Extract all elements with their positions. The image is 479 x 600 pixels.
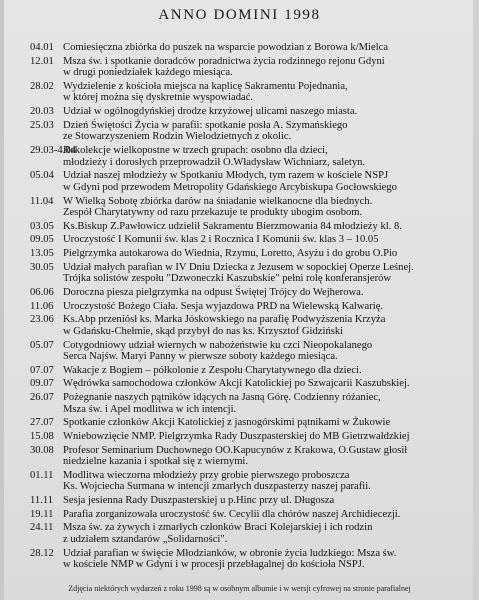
chronicle-entry — [0, 445, 479, 468]
entry-text-line: Profesor Seminarium Duchownego OO.Kapucynów z Krakowa, O.Gustaw głosił — [63, 444, 408, 456]
entry-text-line: Uroczystość Bożego Ciała. Sesja wyjazdowa PRD na Wielewską Kalwarię. — [63, 300, 384, 312]
chronicle-entry — [0, 548, 479, 571]
entry-text-line: Msza św. i Apel modlitwa w ich intencji. — [63, 403, 237, 415]
entry-text-line: Msza św. i spotkanie doradców poradnictwa życia rodzinnego rejonu Gdyni — [63, 55, 385, 67]
entry-text-line: ze Stowarzyszeniem Rodzin Wielodzietnych z okolic. — [63, 131, 292, 143]
entry-text-line: Udział w ogólnogdyńskiej drodze krzyżowej ulicami naszego miasta. — [63, 106, 358, 118]
entry-date: 27.07 — [30, 417, 54, 429]
chronicle-entry — [0, 145, 479, 168]
entry-date: 13.05 — [30, 248, 54, 260]
entry-date: 30.08 — [30, 444, 54, 456]
entry-text-line: w Gdańsku-Chełmie, skąd przybył do nas ks. Krzysztof Gidziński — [63, 325, 344, 337]
entry-text-line: Doroczna piesza pielgrzymka na odpust Świętej Trójcy do Wejherowa. — [63, 287, 364, 298]
entry-date: 03.05 — [30, 220, 54, 232]
entry-date: 09.07 — [30, 378, 54, 390]
entry-text-line: Wakacje z Bogiem – półkolonie z Zespołu Charytatywnego dla dzieci. — [63, 364, 362, 376]
chronicle-entry — [0, 234, 479, 246]
entry-date: 23.06 — [30, 314, 54, 326]
entry-text-line: Wędrówka samochodowa członków Akcji Katolickiej po Szwajcarii Kaszubskiej. — [63, 378, 410, 390]
page-title: ANNO DOMINI 1998 — [158, 7, 321, 23]
entry-date: 12.01 — [30, 55, 54, 67]
entry-text-line: w drugi poniedziałek każdego miesiąca. — [63, 67, 233, 79]
entry-text-line: Ks.Abp przeniósł ks. Marka Jóskowskiego na parafię Podwyższenia Krzyża — [63, 314, 386, 326]
entry-text-line: niedzielne kazania i spotkał się z wiernymi. — [63, 456, 249, 468]
entry-text-line: Parafia zorganizowała uroczystość św. Cecylii dla chórów naszej Archidiecezji. — [63, 508, 401, 520]
chronicle-entry — [0, 509, 479, 521]
entry-text-line: Spotkanie członków Akcji Katolickiej z jasnogórskimi pątnikami w Żukowie — [63, 417, 391, 429]
entry-date: 28.02 — [30, 80, 54, 92]
chronicle-entry — [0, 495, 479, 507]
chronicle-entry — [0, 340, 479, 363]
entry-date: 04.01 — [30, 42, 54, 53]
entry-date: 26.07 — [30, 392, 54, 404]
chronicle-entry — [0, 470, 479, 493]
entry-text-line: w której można się dyskretnie wyspowiadać. — [63, 92, 254, 104]
entry-date: 09.05 — [30, 234, 54, 246]
chronicle-entry — [0, 221, 479, 233]
chronicle-entry — [0, 287, 479, 299]
chronicle-entry — [0, 301, 479, 313]
entry-date: 28.12 — [30, 547, 54, 559]
entry-text-line: Udział małych parafian w IV Dniu Dziecka z Jezusem w sopockiej Operze Leśnej. — [63, 261, 414, 273]
entry-text-line: Rekolekcje wielkopostne w trzech grupach: osobno dla dzieci, — [63, 145, 328, 157]
entry-text-line: Serca Najśw. Maryi Panny w pierwsze soboty każdego miesiąca. — [63, 351, 338, 363]
entry-date: 29.03-4.04 — [30, 145, 76, 157]
entry-text-line: z udziałem sztandarów „Solidarności". — [63, 534, 228, 546]
chronicle-entry — [0, 417, 479, 429]
chronicle-entry — [0, 196, 479, 219]
entry-text-line: Comiesięczna zbiórka do puszek na wsparcie powodzian z Borowa k/Mielca — [63, 42, 389, 53]
chronicle-entry — [0, 431, 479, 443]
chronicle-entry — [0, 106, 479, 118]
entry-text-line: Dzień Świętości Życia w parafii: spotkanie posła A. Szymańskiego — [63, 119, 348, 131]
entry-text-line: Sesja jesienna Rady Duszpasterskiej u p.Hinc przy ul. Długosza — [63, 495, 335, 507]
entry-text-line: Udział naszej młodzieży w Spotkaniu Młodych, tym razem w kościele NSPJ — [63, 170, 389, 182]
entry-text-line: Pielgrzymka autokarowa do Wiednia, Rzymu, Loretto, Asyżu i do grobu O.Pio — [63, 248, 398, 260]
entry-date: 11.06 — [30, 300, 54, 312]
chronicle-entry — [0, 392, 479, 415]
entry-text-line: Udział parafian w święcie Młodzianków, w obronie życia ludzkiego: Msza św. — [63, 547, 397, 559]
entry-text-line: Cotygodniowy udział wiernych w nabożeństwie ku czci Nieopokalanego — [63, 339, 373, 351]
chronicle-entry — [0, 42, 479, 54]
entry-date: 20.03 — [30, 106, 54, 118]
entry-text-line: młodzieży i dorosłych przeprowadził O.Władysław Wichniarz, saletyn. — [63, 156, 366, 168]
entry-text-line: Wydzielenie z kościoła miejsca na kaplicę Sakramentu Pojednania, — [63, 80, 348, 92]
entry-date: 11.11 — [30, 495, 54, 507]
chronicle-entry — [0, 248, 479, 260]
entry-date: 19.11 — [30, 508, 54, 520]
entry-date: 24.11 — [30, 522, 54, 534]
entry-text-line: Uroczystość I Komunii św. klas 2 i Rocznica I Komunii św. klas 3 – 10.05 — [63, 234, 379, 246]
chronicle-entry — [0, 81, 479, 104]
entry-date: 07.07 — [30, 364, 54, 376]
chronicle-entry — [0, 365, 479, 377]
chronicle-entry — [0, 378, 479, 390]
entry-text-line: Ks.Biskup Z.Pawłowicz udzielił Sakramentu Bierzmowania 84 młodzieży kl. 8. — [63, 220, 402, 232]
entry-date: 06.06 — [30, 287, 54, 298]
entry-text-line: Modlitwa wieczorna młodzieży przy grobie pierwszego proboszcza — [63, 469, 350, 481]
entry-date: 01.11 — [30, 469, 54, 481]
entry-text-line: Pożegnanie naszych pątników idących na Jasną Górę. Codzienny różaniec, — [63, 392, 381, 404]
entry-text-line: w Gdyni pod przewodem Metropolity Gdańskiego Arcybiskupa Gocłowskiego — [63, 181, 397, 193]
entry-text-line: Ks. Wojciecha Surmana w intencji zmarłych duszpasterzy naszej parafii. — [63, 481, 371, 493]
entry-date: 30.05 — [30, 261, 54, 273]
chronicle-entry — [0, 522, 479, 545]
entry-date: 25.03 — [30, 119, 54, 131]
entry-date: 11.04 — [30, 195, 54, 207]
entry-text-line: Zespół Charytatywny od razu przekazuje te produkty ubogim osobom. — [63, 207, 363, 219]
entry-text-line: Msza św. za żywych i zmarłych członków Braci Kolejarskiej i ich rodzin — [63, 522, 373, 534]
footer-note: Zdjęcia niektórych wydarzeń z roku 1998 są w osobnym albumie i w wersji cyfrowej na stronie parafialnej — [68, 584, 411, 593]
entry-text-line: W Wielką Sobotę zbiórka darów na śniadanie wielkanocne dla biednych. — [63, 195, 373, 207]
entry-date: 05.07 — [30, 339, 54, 351]
chronicle-entry — [0, 314, 479, 337]
entry-text-line: w kościele NMP w Gdyni i w procesji przebłagalnej do kościoła NSPJ. — [63, 559, 365, 571]
chronicle-entry — [0, 56, 479, 79]
chronicle-entry — [0, 170, 479, 193]
entry-text-line: Trójka solistów zespołu "Dzwoneczki Kaszubskie" pełni rolę konferansjerów — [63, 273, 392, 285]
entry-text-line: Wniebowzięcie NMP. Pielgrzymka Rady Duszpasterskiej do MB Gietrzwałdzkiej — [63, 431, 410, 442]
entry-date: 05.04 — [30, 170, 54, 182]
entry-date: 15.08 — [30, 431, 54, 442]
chronicle-entry — [0, 120, 479, 143]
chronicle-entry — [0, 262, 479, 285]
